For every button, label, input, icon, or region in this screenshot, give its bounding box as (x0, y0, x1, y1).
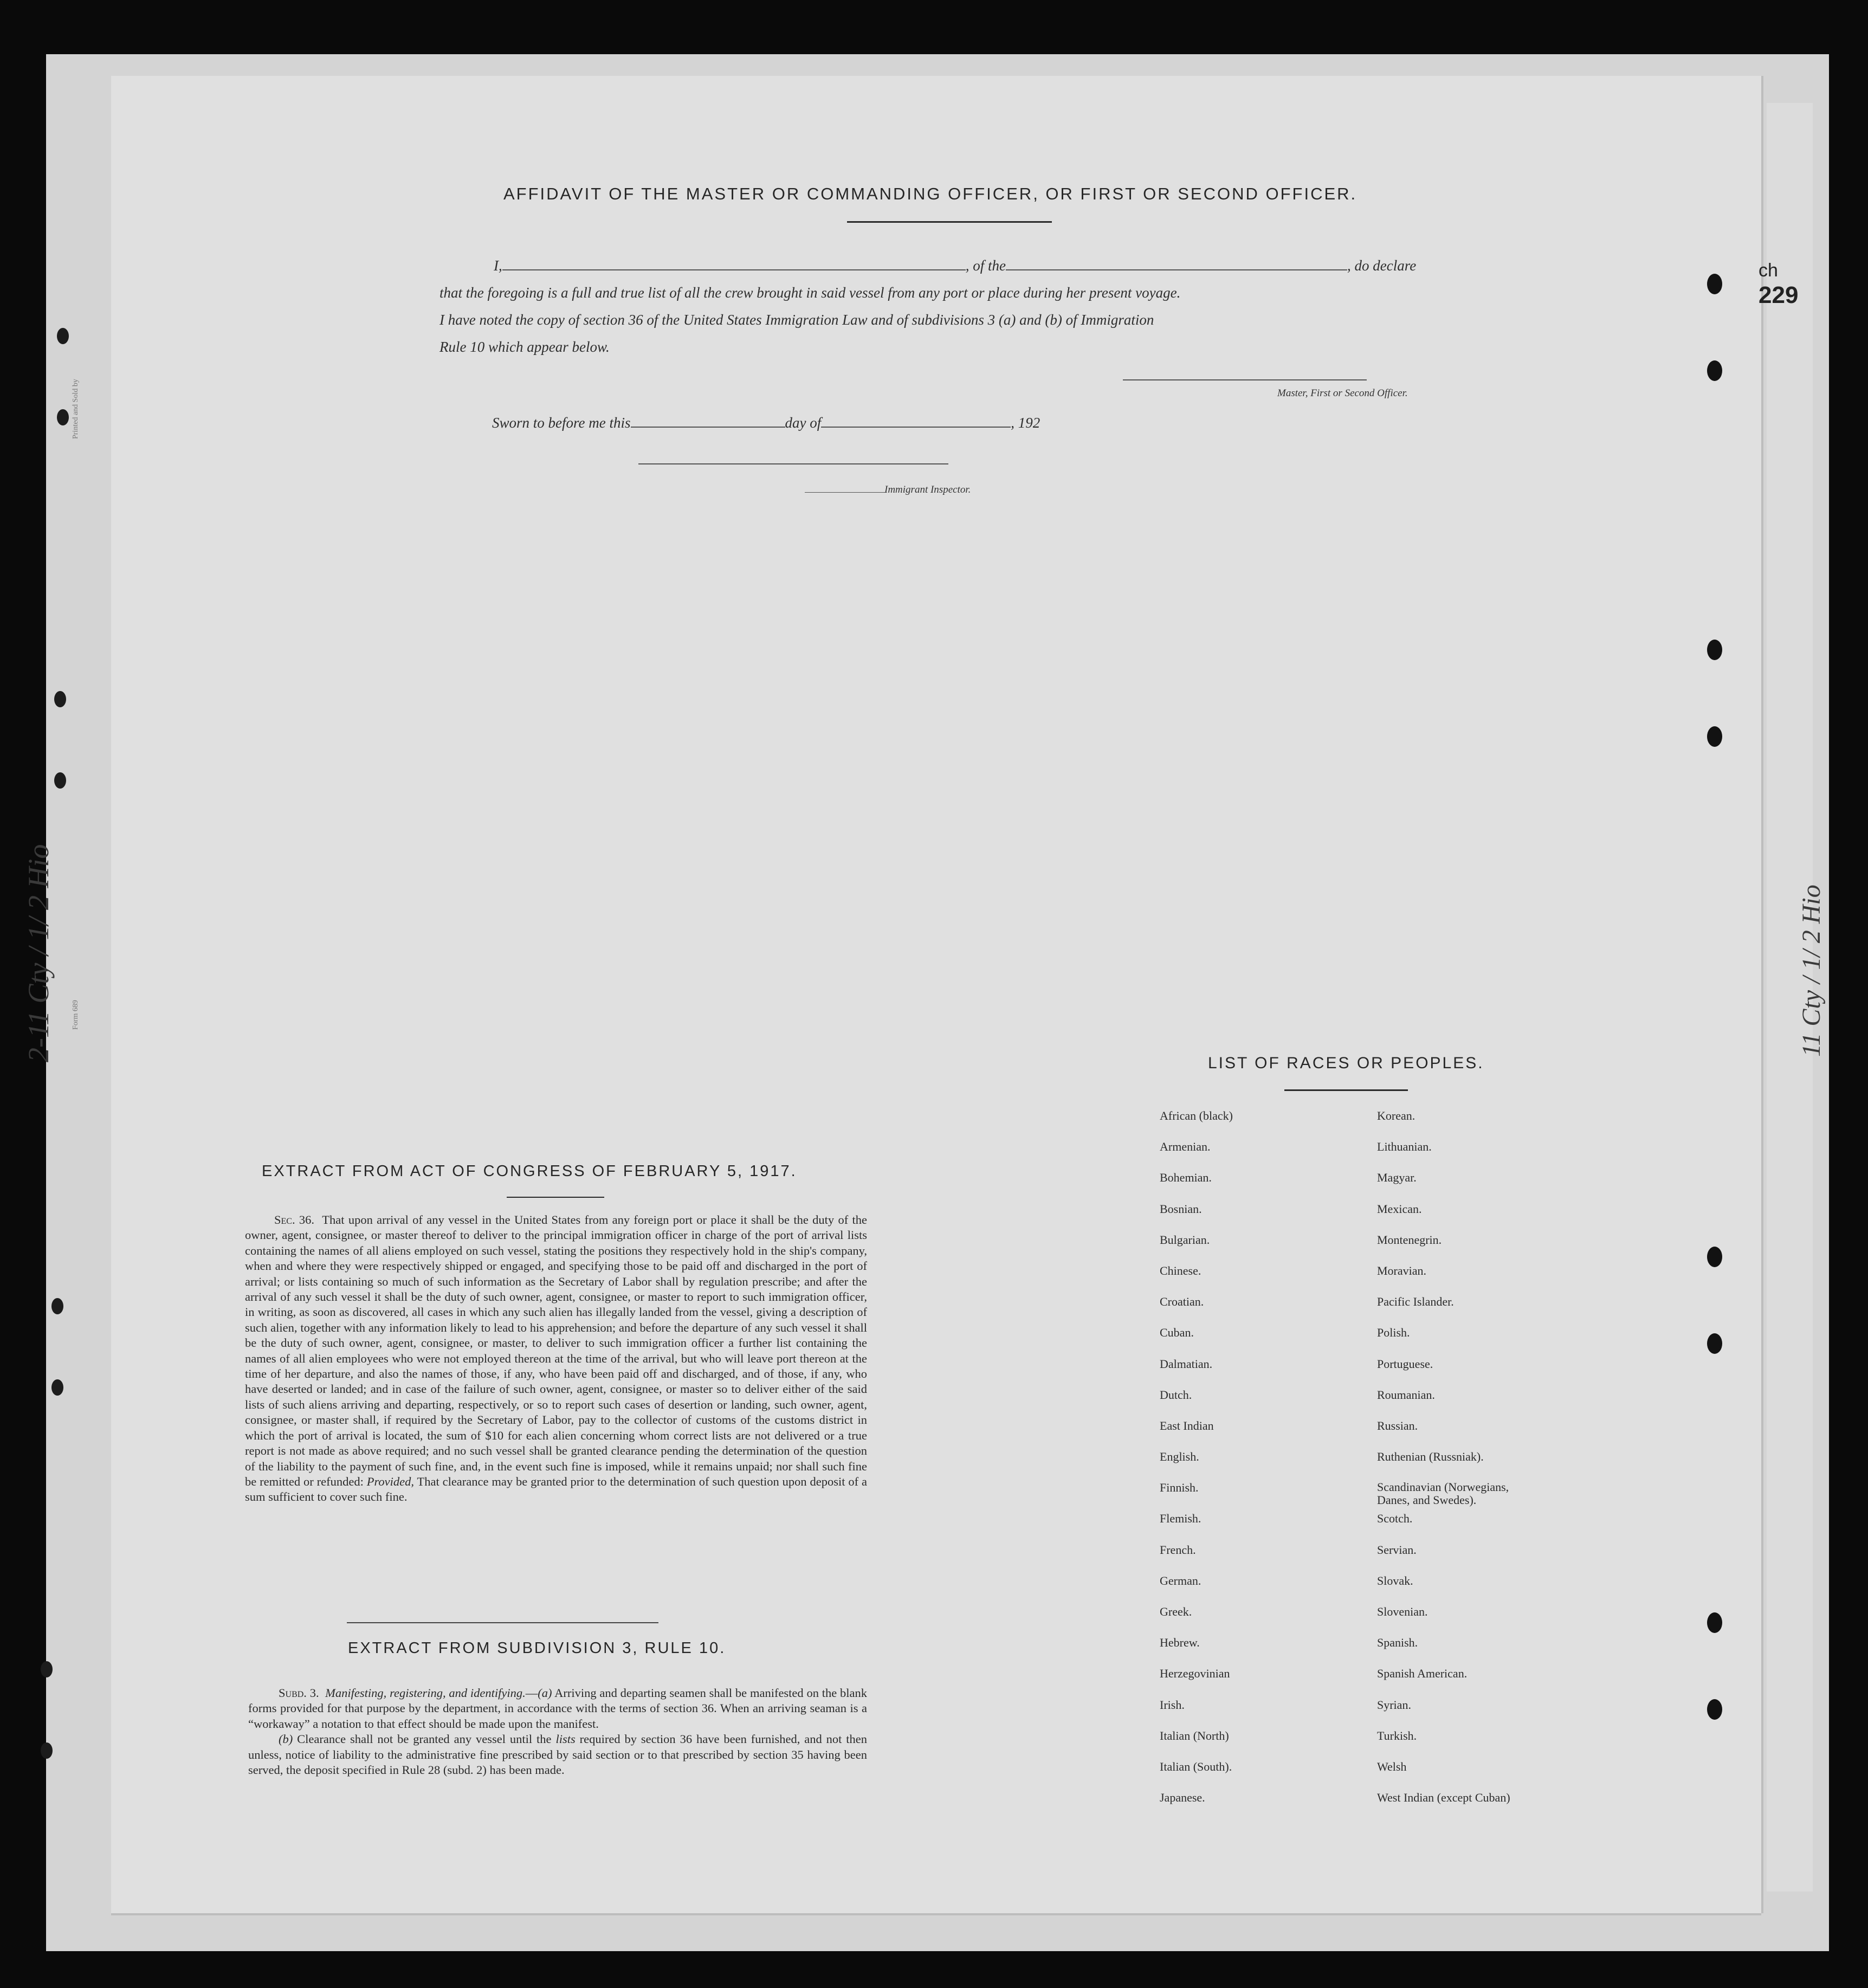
edge-bleed-number: 229 (1759, 282, 1799, 308)
punch-hole (1707, 726, 1722, 747)
race-item: East Indian (1160, 1418, 1214, 1432)
act-extract-title: EXTRACT FROM ACT OF CONGRESS OF FEBRUARY 5, 1917. (262, 1163, 797, 1180)
race-item: Irish. (1160, 1697, 1185, 1712)
punch-hole (41, 1661, 53, 1677)
affidavit-title-rule (847, 221, 1052, 223)
subd-heading: Manifesting, registering, and identifying. (325, 1686, 526, 1700)
punch-hole (41, 1742, 53, 1759)
proviso-label: Provided, (366, 1474, 414, 1488)
race-item: Dutch. (1160, 1387, 1192, 1402)
subd-b-lists: lists (555, 1732, 576, 1746)
race-item: Welsh (1377, 1759, 1407, 1773)
punch-hole (57, 409, 69, 425)
handwritten-annotation-left: 2-11 Cty / 1/ 2 Hio (22, 844, 55, 1062)
races-title: LIST OF RACES OR PEOPLES. (1208, 1054, 1484, 1072)
rule-extract-title: EXTRACT FROM SUBDIVISION 3, RULE 10. (348, 1640, 726, 1657)
subd-label: Subd. 3. (279, 1686, 319, 1700)
race-item: African (black) (1160, 1109, 1233, 1122)
act-extract-title-rule (507, 1197, 604, 1198)
subd-a-text: Arriving and departing seamen shall be manifested on the blank forms provided for that purpose by the department, in accordance with the terms of section 36. When an arriving seaman is a “workaway” a notation to that effect should be made upon the manifest. (248, 1686, 868, 1731)
punch-hole (54, 772, 66, 789)
subd-b-label: (b) (279, 1732, 293, 1746)
affidavit-line-3: I have noted the copy of section 36 of the United States Immigration Law and of subdivisions 3 (a) and (b) of Immigration (439, 312, 1154, 328)
race-item: Lithuanian. (1377, 1140, 1432, 1154)
race-item: Dalmatian. (1160, 1357, 1213, 1371)
race-item: Russian. (1377, 1418, 1418, 1432)
affidavit-line-2: that the foregoing is a full and true list of all the crew brought in said vessel from any port or place during her present voyage. (439, 285, 1181, 301)
race-item: Spanish American. (1377, 1667, 1468, 1681)
race-item: Finnish. (1160, 1481, 1199, 1495)
affidavit-line-4: Rule 10 which appear below. (439, 339, 610, 355)
race-item: Pacific Islander. (1377, 1295, 1454, 1309)
race-item: Ruthenian (Russniak). (1377, 1450, 1484, 1464)
officer-signature-line[interactable] (1123, 379, 1367, 380)
sworn-line (492, 409, 1040, 436)
affidavit-title: AFFIDAVIT OF THE MASTER OR COMMANDING OFFICER, OR FIRST OR SECOND OFFICER. (503, 184, 1358, 203)
race-item: Armenian. (1160, 1140, 1211, 1154)
punch-hole (1707, 1333, 1722, 1354)
section-36-text (245, 1212, 867, 1505)
punch-hole (1707, 640, 1722, 660)
race-item: Cuban. (1160, 1326, 1194, 1340)
inspector-caption: Immigrant Inspector. (884, 484, 971, 495)
inspector-signature-line[interactable] (638, 463, 948, 464)
race-item: Bulgarian. (1160, 1232, 1210, 1247)
race-item: English. (1160, 1450, 1199, 1464)
race-item: Italian (South). (1160, 1759, 1232, 1773)
sworn-prefix: Sworn to before me this (492, 415, 631, 431)
race-item: Roumanian. (1377, 1387, 1435, 1402)
sworn-month-blank[interactable] (821, 415, 1011, 428)
subd-a-label: (a) (538, 1686, 552, 1700)
race-item: Italian (North) (1160, 1728, 1229, 1742)
name-blank[interactable] (502, 257, 966, 270)
punch-hole (57, 328, 69, 344)
races-title-rule (1284, 1089, 1408, 1091)
race-item: Korean. (1377, 1109, 1415, 1122)
races-right-column (1377, 1109, 1540, 1822)
form-number: Form 689 (72, 1000, 80, 1030)
race-item: Moravian. (1377, 1263, 1427, 1277)
race-item: Mexican. (1377, 1202, 1422, 1216)
race-item: Spanish. (1377, 1636, 1418, 1650)
vessel-blank[interactable] (1006, 257, 1347, 270)
race-item: Slovak. (1377, 1573, 1413, 1587)
race-item: Flemish. (1160, 1512, 1201, 1526)
punch-hole (51, 1298, 63, 1314)
sworn-day-blank[interactable] (631, 415, 785, 428)
printer-imprint: Printed and Sold by (72, 379, 80, 439)
race-item: Bohemian. (1160, 1171, 1212, 1185)
subd-b-text-1: Clearance shall not be granted any vessel until the (297, 1732, 552, 1746)
punch-hole (1707, 1699, 1722, 1720)
section-36-body: That upon arrival of any vessel in the United States from any foreign port or place it shall be the duty of the owner, agent, consignee, or master thereof to deliver to the principal immigration officer in charge of the port of arrival lists containing the names of all aliens employed on such vessel, stating the positions they respectively hold in the ship's company, when and where they were respectively shipped or engaged, and specifying those to be paid off and discharged in the port of arrival; or lists containing so much of such information as the Secretary of Labor shall by regulation prescribe; and after the arrival of any such vessel it shall be the duty of such owner, agent, consignee, or master to report to such immigration officer, in writing, as soon as discovered, all cases in which any such alien has illegally landed from the vessel, giving a description of such alien, together with any information likely to lead to his apprehension; and before the departure of any such vessel it shall be the duty of such owner, agent, consignee, or master, to deliver to such immigration officer a further list containing the names of all alien employees who were not employed thereon at the time of the arrival, but who will leave port thereon at the time of her departure, and also the names of those, if any, who have been paid off and discharged, and of those, if any, who have deserted or landed; and in case of the failure of such owner, agent, consignee, or master so to deliver either of the said lists of such aliens arriving and departing, respectively, or so to report such cases of desertion or landing, such owner, agent, consignee, or master shall, if required by the Secretary of Labor, pay to the collector of customs of the customs district in which the port of arrival is located, the sum of $10 for each alien concerning whom correct lists are not delivered or a true report is not made as above required; and no such vessel shall be granted clearance pending the determination of the question of the liability to the payment of such fine, and, in the event such fine is imposed, while it remains unpaid; nor shall such fine be remitted or refunded: (245, 1213, 867, 1488)
edge-bleed-ch: ch (1759, 260, 1778, 281)
race-item: Portuguese. (1377, 1357, 1433, 1371)
race-item: Hebrew. (1160, 1636, 1200, 1650)
section-36-label: Sec. 36. (274, 1213, 315, 1227)
subd-b-text-2: required by section 36 have been furnished, and not then unless, notice of liability to the administrative fine prescribed by said section or to that prescribed by section 35 having been served, the deposit specified in Rule 28 (subd. 2) has been made. (248, 1732, 868, 1777)
officer-signature-caption: Master, First or Second Officer. (1277, 388, 1408, 399)
race-item: Magyar. (1377, 1171, 1417, 1185)
race-item: Montenegrin. (1377, 1232, 1442, 1247)
race-item: Syrian. (1377, 1697, 1411, 1712)
race-item: Chinese. (1160, 1263, 1201, 1277)
affidavit-line-1 (494, 252, 1416, 279)
inspector-caption-rule (805, 492, 885, 493)
race-item: German. (1160, 1573, 1201, 1587)
punch-hole (1707, 1247, 1722, 1267)
race-item: Herzegovinian (1160, 1667, 1230, 1681)
affidavit-of-the: , of the (965, 257, 1006, 274)
rule-10-text: Subd. 3. Manifesting, registering, and identifying.—(a) Arriving and departing seamen shall be manifested on the blank forms provided for that purpose by the department, in accordance with the terms of section 36. When an arriving seaman is a “workaway” a notation to that effect should be made upon the manifest. (b) Clearance shall not be granted any vessel until the lists required by section 36 have been furnished, and not then unless, notice of liability to the administrative fine prescribed by said section or to that prescribed by section 35 having been served, the deposit specified in Rule 28 (subd. 2) has been made. (248, 1686, 868, 1777)
races-left-column (1160, 1109, 1233, 1822)
race-item: Scandinavian (Norwegians, Danes, and Swedes). (1377, 1480, 1509, 1507)
race-item: Slovenian. (1377, 1605, 1428, 1618)
sworn-year: , 192 (1011, 415, 1040, 431)
race-item: Greek. (1160, 1605, 1192, 1618)
handwritten-annotation-right: 11 Cty / 1/ 2 Hio (1797, 885, 1826, 1057)
punch-hole (54, 691, 66, 707)
extract-divider (347, 1622, 658, 1623)
race-item: Bosnian. (1160, 1202, 1202, 1216)
punch-hole (51, 1379, 63, 1396)
punch-hole (1707, 1612, 1722, 1633)
affidavit-do-declare: , do declare (1347, 257, 1417, 274)
race-item: Servian. (1377, 1542, 1417, 1557)
sworn-day-of: day of (785, 415, 822, 431)
proviso-text: That clearance may be granted prior to the determination of such question upon deposit of a sum sufficient to cover such fine. (245, 1474, 867, 1504)
race-item: Japanese. (1160, 1791, 1205, 1805)
race-item: West Indian (except Cuban) (1377, 1791, 1510, 1805)
race-item: French. (1160, 1542, 1196, 1557)
race-item: Turkish. (1377, 1728, 1417, 1742)
race-item: Polish. (1377, 1326, 1410, 1340)
race-item: Croatian. (1160, 1295, 1204, 1309)
race-item: Scotch. (1377, 1512, 1413, 1526)
punch-hole (1707, 360, 1722, 381)
punch-hole (1707, 274, 1722, 294)
affidavit-i: I, (494, 257, 502, 274)
